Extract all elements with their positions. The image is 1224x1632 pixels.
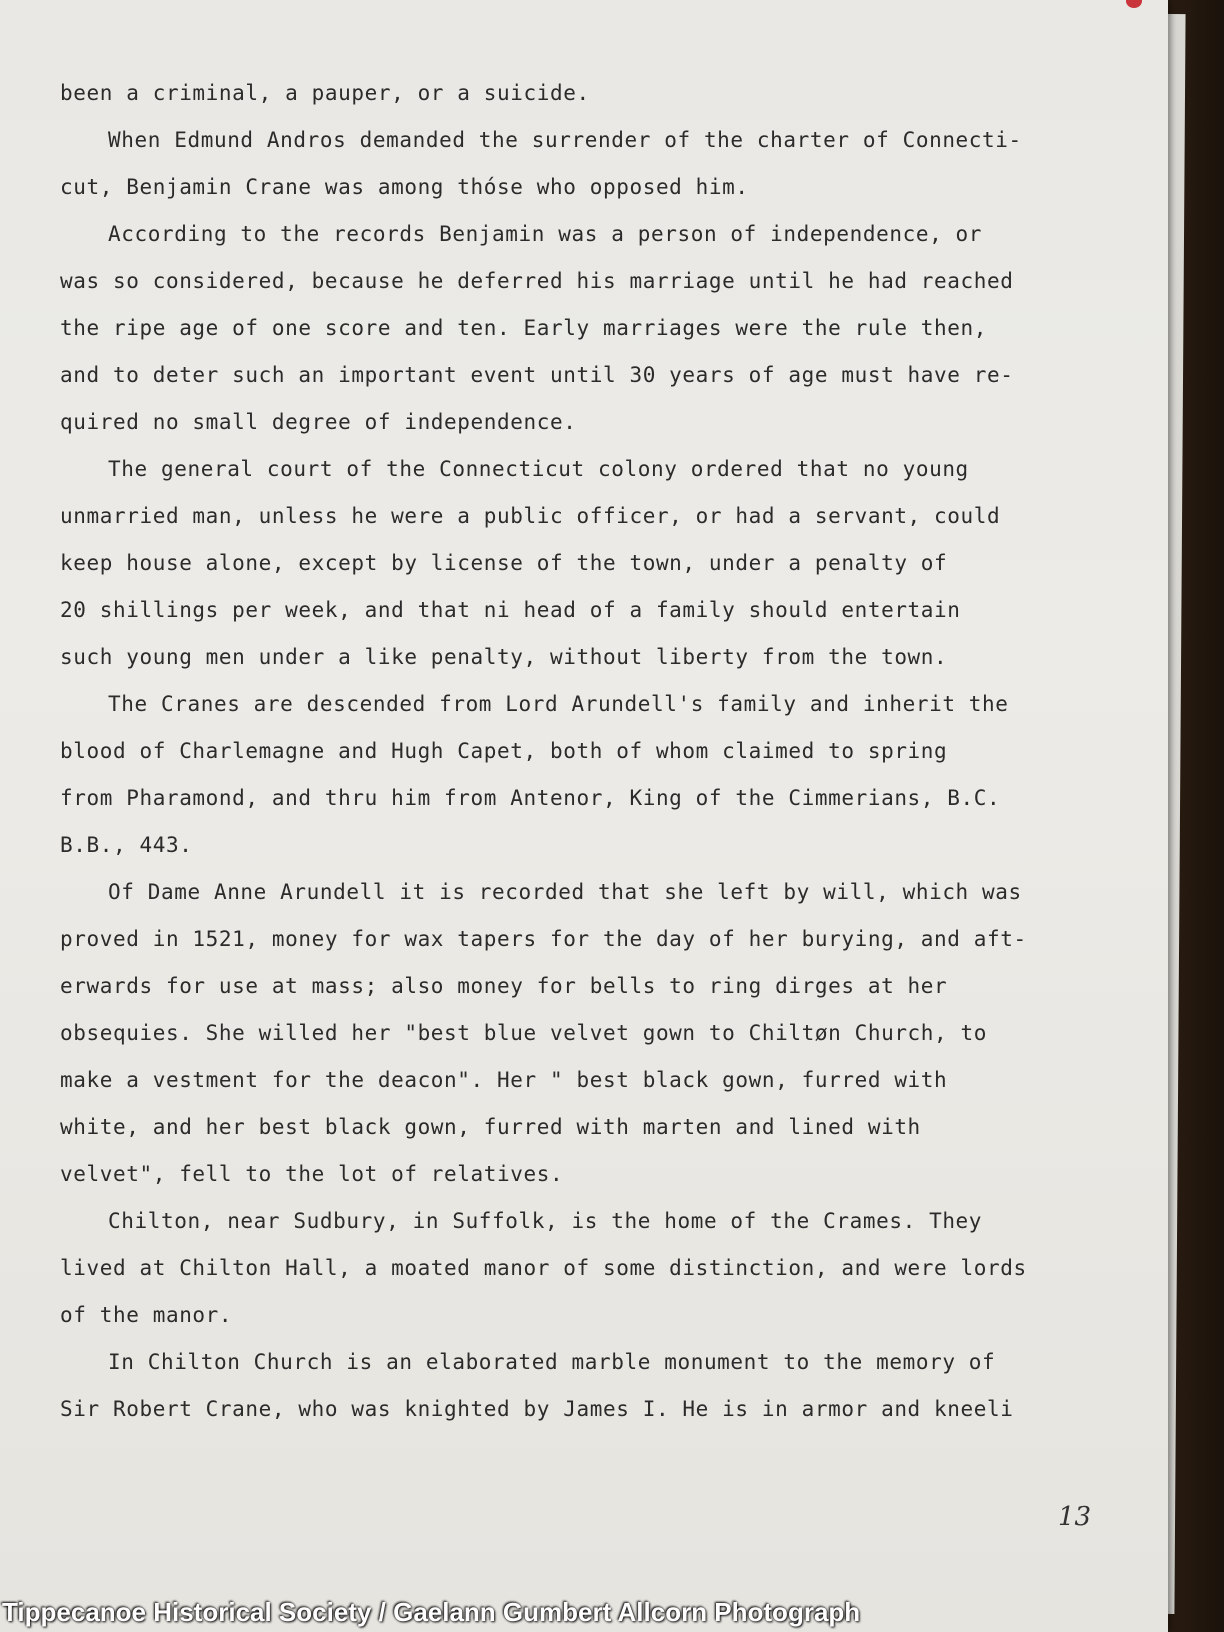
paragraph-2: When Edmund Andros demanded the surrender of the charter of Connecti- cut, Benjamin Crane was among thóse who opposed him. [60,128,1022,199]
paragraph-3: According to the records Benjamin was a person of independence, or was so considered, because he deferred his marriage until he had reached the ripe age of one score and ten. Early marriages were the rule then, and to deter such an important event until 30 years of age must have re- quired no small degree of independence. [60,222,1014,434]
photo-credit-caption: Tippecanoe Historical Society / Gaelann Gumbert Allcorn Photograph [2,1597,861,1627]
paragraph-7: Chilton, near Sudbury, in Suffolk, is the home of the Crames. They lived at Chilton Hall, a moated manor of some distinction, and were lords of the manor. [60,1209,1027,1327]
paragraph-4: The general court of the Connecticut colony ordered that no young unmarried man, unless he were a public officer, or had a servant, could keep house alone, except by license of the town, under a penalty of 20 shillings per week, and that ni head of a family should entertain such young men under a like penalty, without liberty from the town. [60,457,1001,669]
paragraph-6: Of Dame Anne Arundell it is recorded that she left by will, which was proved in 1521, money for wax tapers for the day of her burying, and aft- erwards for use at mass; also money for bells to ring dirges at her obsequies. She willed her "best blue velvet gown to Chiltøn Church, to make a vestment for the deacon". Her " best black gown, furred with white, and her best black gown, furred with marten and lined with velvet", fell to the lot of relatives. [60,880,1027,1186]
paragraph-5: The Cranes are descended from Lord Arundell's family and inherit the blood of Charlemagne and Hugh Capet, both of whom claimed to spring from Pharamond, and thru him from Antenor, King of the Cimmerians, B.C. B.B., 443. [60,692,1009,857]
paragraph-1: been a criminal, a pauper, or a suicide. [60,81,590,105]
typed-text [60,70,1130,1433]
red-mark [1126,0,1142,8]
paragraph-8: In Chilton Church is an elaborated marble monument to the memory of Sir Robert Crane, who was knighted by James I. He is in armor and kneeli [60,1350,1014,1421]
page-number: 13 [1058,1502,1092,1532]
